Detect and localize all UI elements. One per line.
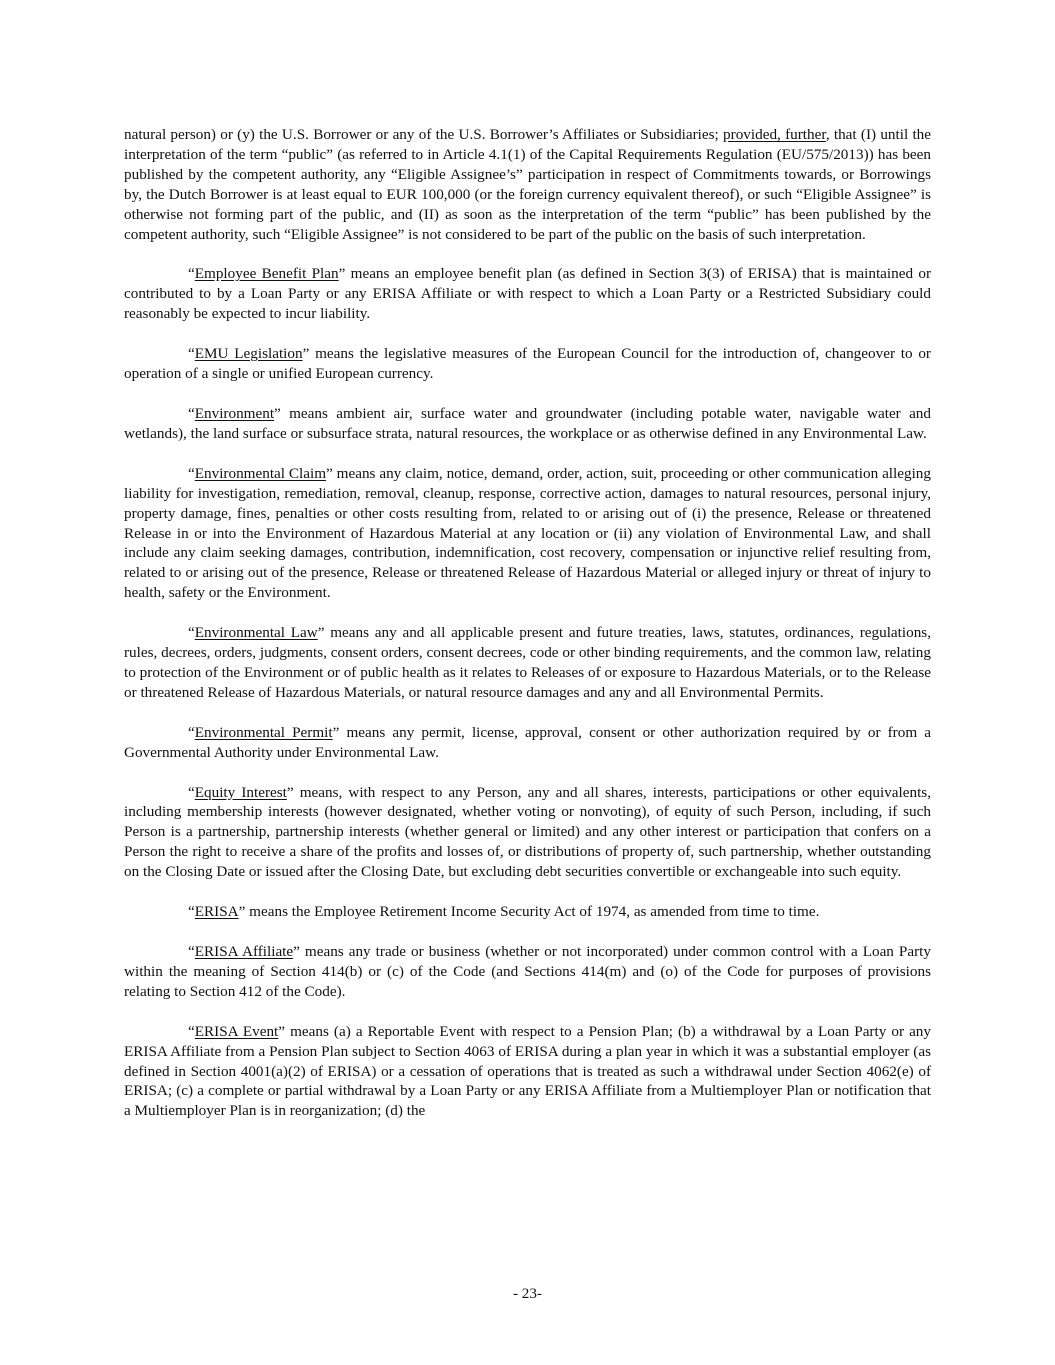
definition-environmental-permit: “Environmental Permit” means any permit, license, approval, consent or other authorization required by or from a Governmental Authority under Environmental Law. (124, 723, 931, 761)
document-body (124, 125, 931, 1141)
definition-equity-interest: “Equity Interest” means, with respect to any Person, any and all shares, interests, participations or other equivalents, including membership interests (however designated, whether voting or nonvoting), of equity of such Person, including, if such Person is a partnership, partnership interests (whether general or limited) and any other interest or participation that confers on a Person the right to receive a share of the profits and losses of, or distributions of property of, such partnership, whether outstanding on the Closing Date or issued after the Closing Date, but excluding debt securities convertible or exchangeable into such equity. (124, 783, 931, 881)
defined-term: Equity Interest (194, 783, 287, 801)
definition-erisa: “ERISA” means the Employee Retirement Income Security Act of 1974, as amended from time to time. (188, 903, 820, 921)
defined-term: ERISA Affiliate (194, 943, 294, 960)
defined-term: Employee Benefit Plan (194, 265, 339, 283)
defined-term: Environmental Law (194, 624, 318, 642)
defined-term: Environmental Claim (194, 464, 327, 482)
defined-term: provided, further (723, 126, 826, 143)
defined-term: ERISA Event (194, 1022, 279, 1040)
page-number: - 23- (512, 1285, 543, 1302)
definition-employee-benefit-plan: “Employee Benefit Plan” means an employee benefit plan (as defined in Section 3(3) of ERISA) that is maintained or contributed to by a Loan Party or any ERISA Affiliate or with respect to which a Loan Party or a Restricted Subsidiary could reasonably be expected to incur liability. (124, 265, 931, 323)
defined-term: Environment (194, 404, 275, 422)
definition-emu-legislation: “EMU Legislation” means the legislative measures of the European Council for the introduction of, changeover to or operation of a single or unified European currency. (124, 345, 931, 383)
definition-environmental-claim: “Environmental Claim” means any claim, notice, demand, order, action, suit, proceeding or other communication alleging liability for investigation, remediation, removal, cleanup, response, corrective action, damages to natural resources, personal injury, property damage, fines, penalties or other costs resulting from, related to or arising out of (i) the presence, Release or threatened Release in or into the Environment of Hazardous Material at any location or (ii) any violation of Environmental Law, and shall include any claim seeking damages, contribution, indemnification, cost recovery, compensation or injunctive relief resulting from, related to or arising out of the presence, Release or threatened Release of Hazardous Material or alleged injury or threat of injury to health, safety or the Environment. (124, 464, 931, 602)
definition-erisa-event: “ERISA Event” means (a) a Reportable Event with respect to a Pension Plan; (b) a withdrawal by a Loan Party or any ERISA Affiliate from a Pension Plan subject to Section 4063 of ERISA during a plan year in which it was a substantial employer (as defined in Section 4001(a)(2) of ERISA) or a cessation of operations that is treated as such a withdrawal under Section 4062(e) of ERISA; (c) a complete or partial withdrawal by a Loan Party or any ERISA Affiliate from a Multiemployer Plan or notification that a Multiemployer Plan is in reorganization; (d) the (124, 1022, 931, 1120)
definition-environment: “Environment” means ambient air, surface water and groundwater (including potable water, navigable water and wetlands), the land surface or subsurface strata, natural resources, the workplace or as otherwise defined in any Environmental Law. (124, 404, 931, 442)
defined-term: ERISA (194, 903, 239, 921)
definition-environmental-law: “Environmental Law” means any and all applicable present and future treaties, laws, statutes, ordinances, regulations, rules, decrees, orders, judgments, consent orders, consent decrees, code or other binding requirements, and the common law, relating to protection of the Environment or of public health as it relates to Releases of or exposure to Hazardous Materials, or to the Release or threatened Release of Hazardous Materials, or natural resource damages and any and all Environmental Permits. (124, 624, 931, 701)
paragraph-continuation: natural person) or (y) the U.S. Borrower or any of the U.S. Borrower’s Affiliates or Subsidiaries; provided, further, that (I) until the interpretation of the term “public” (as referred to in Article 4.1(1) of the Capital Requirements Regulation (EU/575/2013)) has been published by the competent authority, any “Eligible Assignee’s” participation in respect of Commitments towards, or Borrowings by, the Dutch Borrower is at least equal to EUR 100,000 (or the foreign currency equivalent thereof), or such “Eligible Assignee” is otherwise not forming part of the public, and (II) as soon as the interpretation of the term “public” has been published by the competent authority, such “Eligible Assignee” is not considered to be part of the public on the basis of such interpretation. (124, 126, 931, 243)
definition-erisa-affiliate: “ERISA Affiliate” means any trade or business (whether or not incorporated) under common control with a Loan Party within the meaning of Section 414(b) or (c) of the Code (and Sections 414(m) and (o) of the Code for purposes of provisions relating to Section 412 of the Code). (124, 943, 931, 1000)
defined-term: EMU Legislation (194, 345, 303, 363)
defined-term: Environmental Permit (194, 723, 333, 741)
